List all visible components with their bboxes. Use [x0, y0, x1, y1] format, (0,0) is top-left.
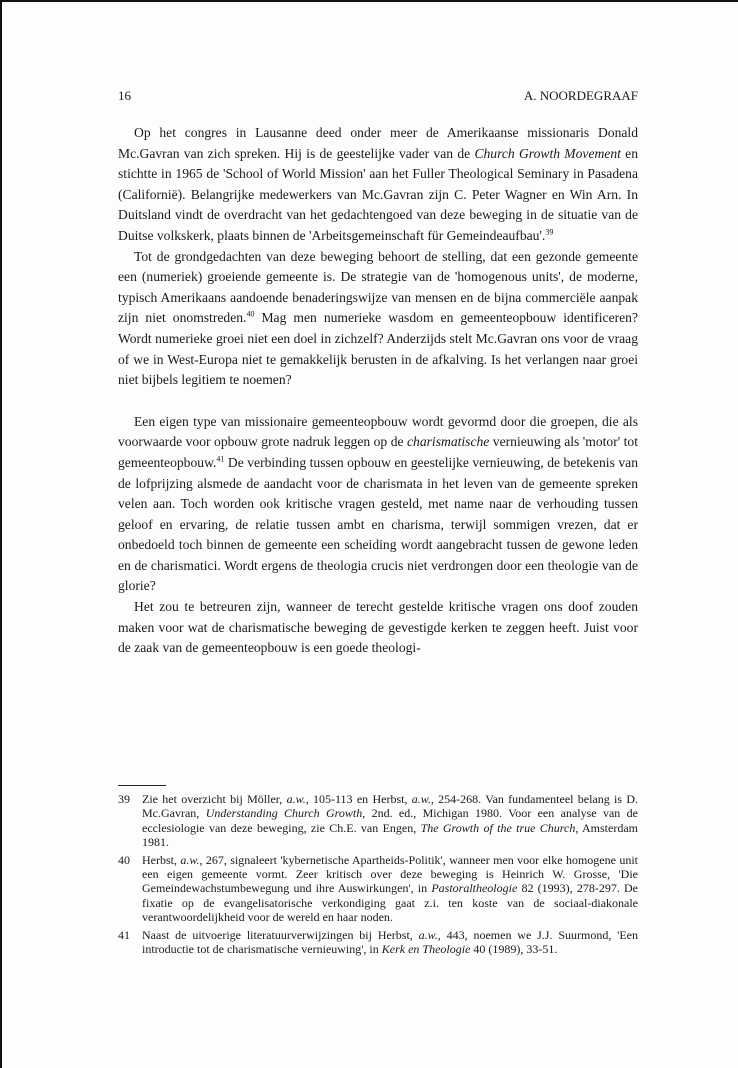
footnote [118, 928, 638, 957]
page-number: 16 [118, 88, 131, 103]
text-span: , 267, signaleert 'kybernetische Apartheids-Politik', wanneer men voor elke homogene unit een eigen gemeente vormt. Zeer kritisch over deze beweging is Heinrich W. Grosse, 'Die Gemeindewachstumbewegung und ihre Auswirkungen', in [142, 852, 638, 896]
italic-span: Kerk en Theologie [381, 942, 471, 957]
text-span: , 443, noemen we J.J. Suurmond, 'Een introductie tot de charismatische vernieuwing', in [142, 927, 638, 957]
footnote-ref: 39 [545, 227, 554, 237]
footnote-text [142, 792, 638, 850]
footnote-rule [118, 785, 166, 786]
text-span: Tot de grondgedachten van deze beweging behoort de stelling, dat een gezonde gemeente een (numeriek) groeiende gemeente is. De strategie van de 'homogenous units', de moderne, typisch Amerikaans aandoende benaderingswijze van mensen en de bijna commerciële aanpak zijn niet onomstreden. [118, 248, 638, 326]
text-span: en stichtte in 1965 de 'School of World Mission' aan het Fuller Theological Seminary in Pasadena (Californië). Belangrijke medewerkers van Mc.Gavran zijn C. Peter Wagner en Win Arn. In Duitsland vindt de overdracht van het gedachtengoed van deze beweging in de situatie van de Duitse volkskerk, plaats binnen de 'Arbeitsgemeinschaft für Gemeindeaufbau'. [118, 145, 639, 243]
text-span: Herbst, [142, 852, 181, 867]
body-text [118, 123, 638, 659]
text-span: Mag men numerieke wasdom en gemeenteopbouw identificeren? Wordt numerieke groei niet een doel in zichzelf? Anderzijds stelt Mc.Gavran ons voor de vraag of we in West-Europa niet te gemakkelijk berusten in de afkalving. Is het verlangen naar groei niet bijbels legitiem te noemen? [118, 310, 639, 388]
italic-span: The Growth of the true Church [420, 820, 576, 835]
footnote-ref: 41 [216, 454, 225, 464]
text-span: Op het congres in Lausanne deed onder meer de Amerikaanse missionaris Donald Mc.Gavran van zich spreken. Hij is de geestelijke vader van de [118, 125, 638, 161]
italic-span: a.w. [286, 792, 306, 806]
italic-span: a.w. [180, 852, 200, 867]
paragraph [118, 597, 638, 659]
paragraph [118, 412, 638, 597]
footnote-ref: 40 [246, 309, 255, 319]
text-span: , 105-113 en Herbst, [305, 792, 412, 806]
text-span: De verbinding tussen opbouw en geestelijke vernieuwing, de betekenis van de lofprijzing alsmede de aandacht voor de charismata in het leven van de gemeente spreken velen aan. Toch worden ook kritische vragen gesteld, met name naar de verhouding tussen geloof en ervaring, de relatie tussen ambt en charisma, terwijl sommigen vrezen, dat er onbedoeld toch binnen de gemeente een scheiding wordt aangebracht tussen de gewone leden en de charismatici. Wordt ergens de theologia crucis niet verdrongen door een theologie van de glorie? [118, 454, 638, 594]
footnote [118, 853, 638, 925]
italic-span: charismatische [407, 434, 490, 450]
running-title: A. NOORDEGRAAF [523, 88, 638, 103]
text-span: 40 (1989), 33-51. [470, 942, 558, 957]
text-span: vernieuwing als 'motor' tot gemeenteopbouw. [118, 434, 638, 470]
text-span: Het zou te betreuren zijn, wanneer de terecht gestelde kritische vragen ons doof zouden maken voor wat de charismatische beweging de gevestigde kerken te zeggen heeft. Juist voor de zaak van de gemeenteopbouw is een goede theologi- [118, 599, 638, 656]
italic-span: Church Growth Movement [474, 145, 621, 161]
text-span: , 2nd. ed., Michigan 1980. Voor een analyse van de ecclesiologie van deze beweging, zie Ch.E. van Engen, [142, 806, 638, 835]
footnote-number: 41 [118, 927, 130, 942]
italic-span: a.w. [418, 927, 438, 942]
italic-span: a.w. [411, 792, 431, 806]
text-span: Zie het overzicht bij Möller, [142, 792, 287, 806]
footnote-text [142, 853, 638, 925]
footnotes [118, 792, 638, 959]
text-span: Naast de uitvoerige literatuurverwijzingen bij Herbst, [142, 927, 419, 942]
text-span: 82 (1993), 278-297. De fixatie op de evangelisatorische verkondiging gaat z.i. ten koste van de sociaal-diakonale verantwoordelijkheid voor de wereld en haar noden. [142, 881, 638, 925]
text-span: , 254-268. Van fundamenteel belang is D. Mc.Gavran, [142, 792, 639, 821]
italic-span: Pastoraltheologie [431, 881, 518, 896]
footnote [118, 792, 638, 850]
text-span: , Amsterdam 1981. [142, 820, 639, 850]
page-header [118, 88, 638, 104]
paragraph [118, 247, 638, 391]
footnote-number: 39 [118, 792, 130, 806]
footnote-text [142, 928, 638, 957]
paragraph [118, 123, 638, 247]
footnote-number: 40 [118, 852, 130, 867]
text-span: Een eigen type van missionaire gemeenteopbouw wordt gevormd door die groepen, die als voorwaarde voor opbouw grote nadruk leggen op de [118, 413, 638, 450]
italic-span: Understanding Church Growth [205, 806, 363, 821]
